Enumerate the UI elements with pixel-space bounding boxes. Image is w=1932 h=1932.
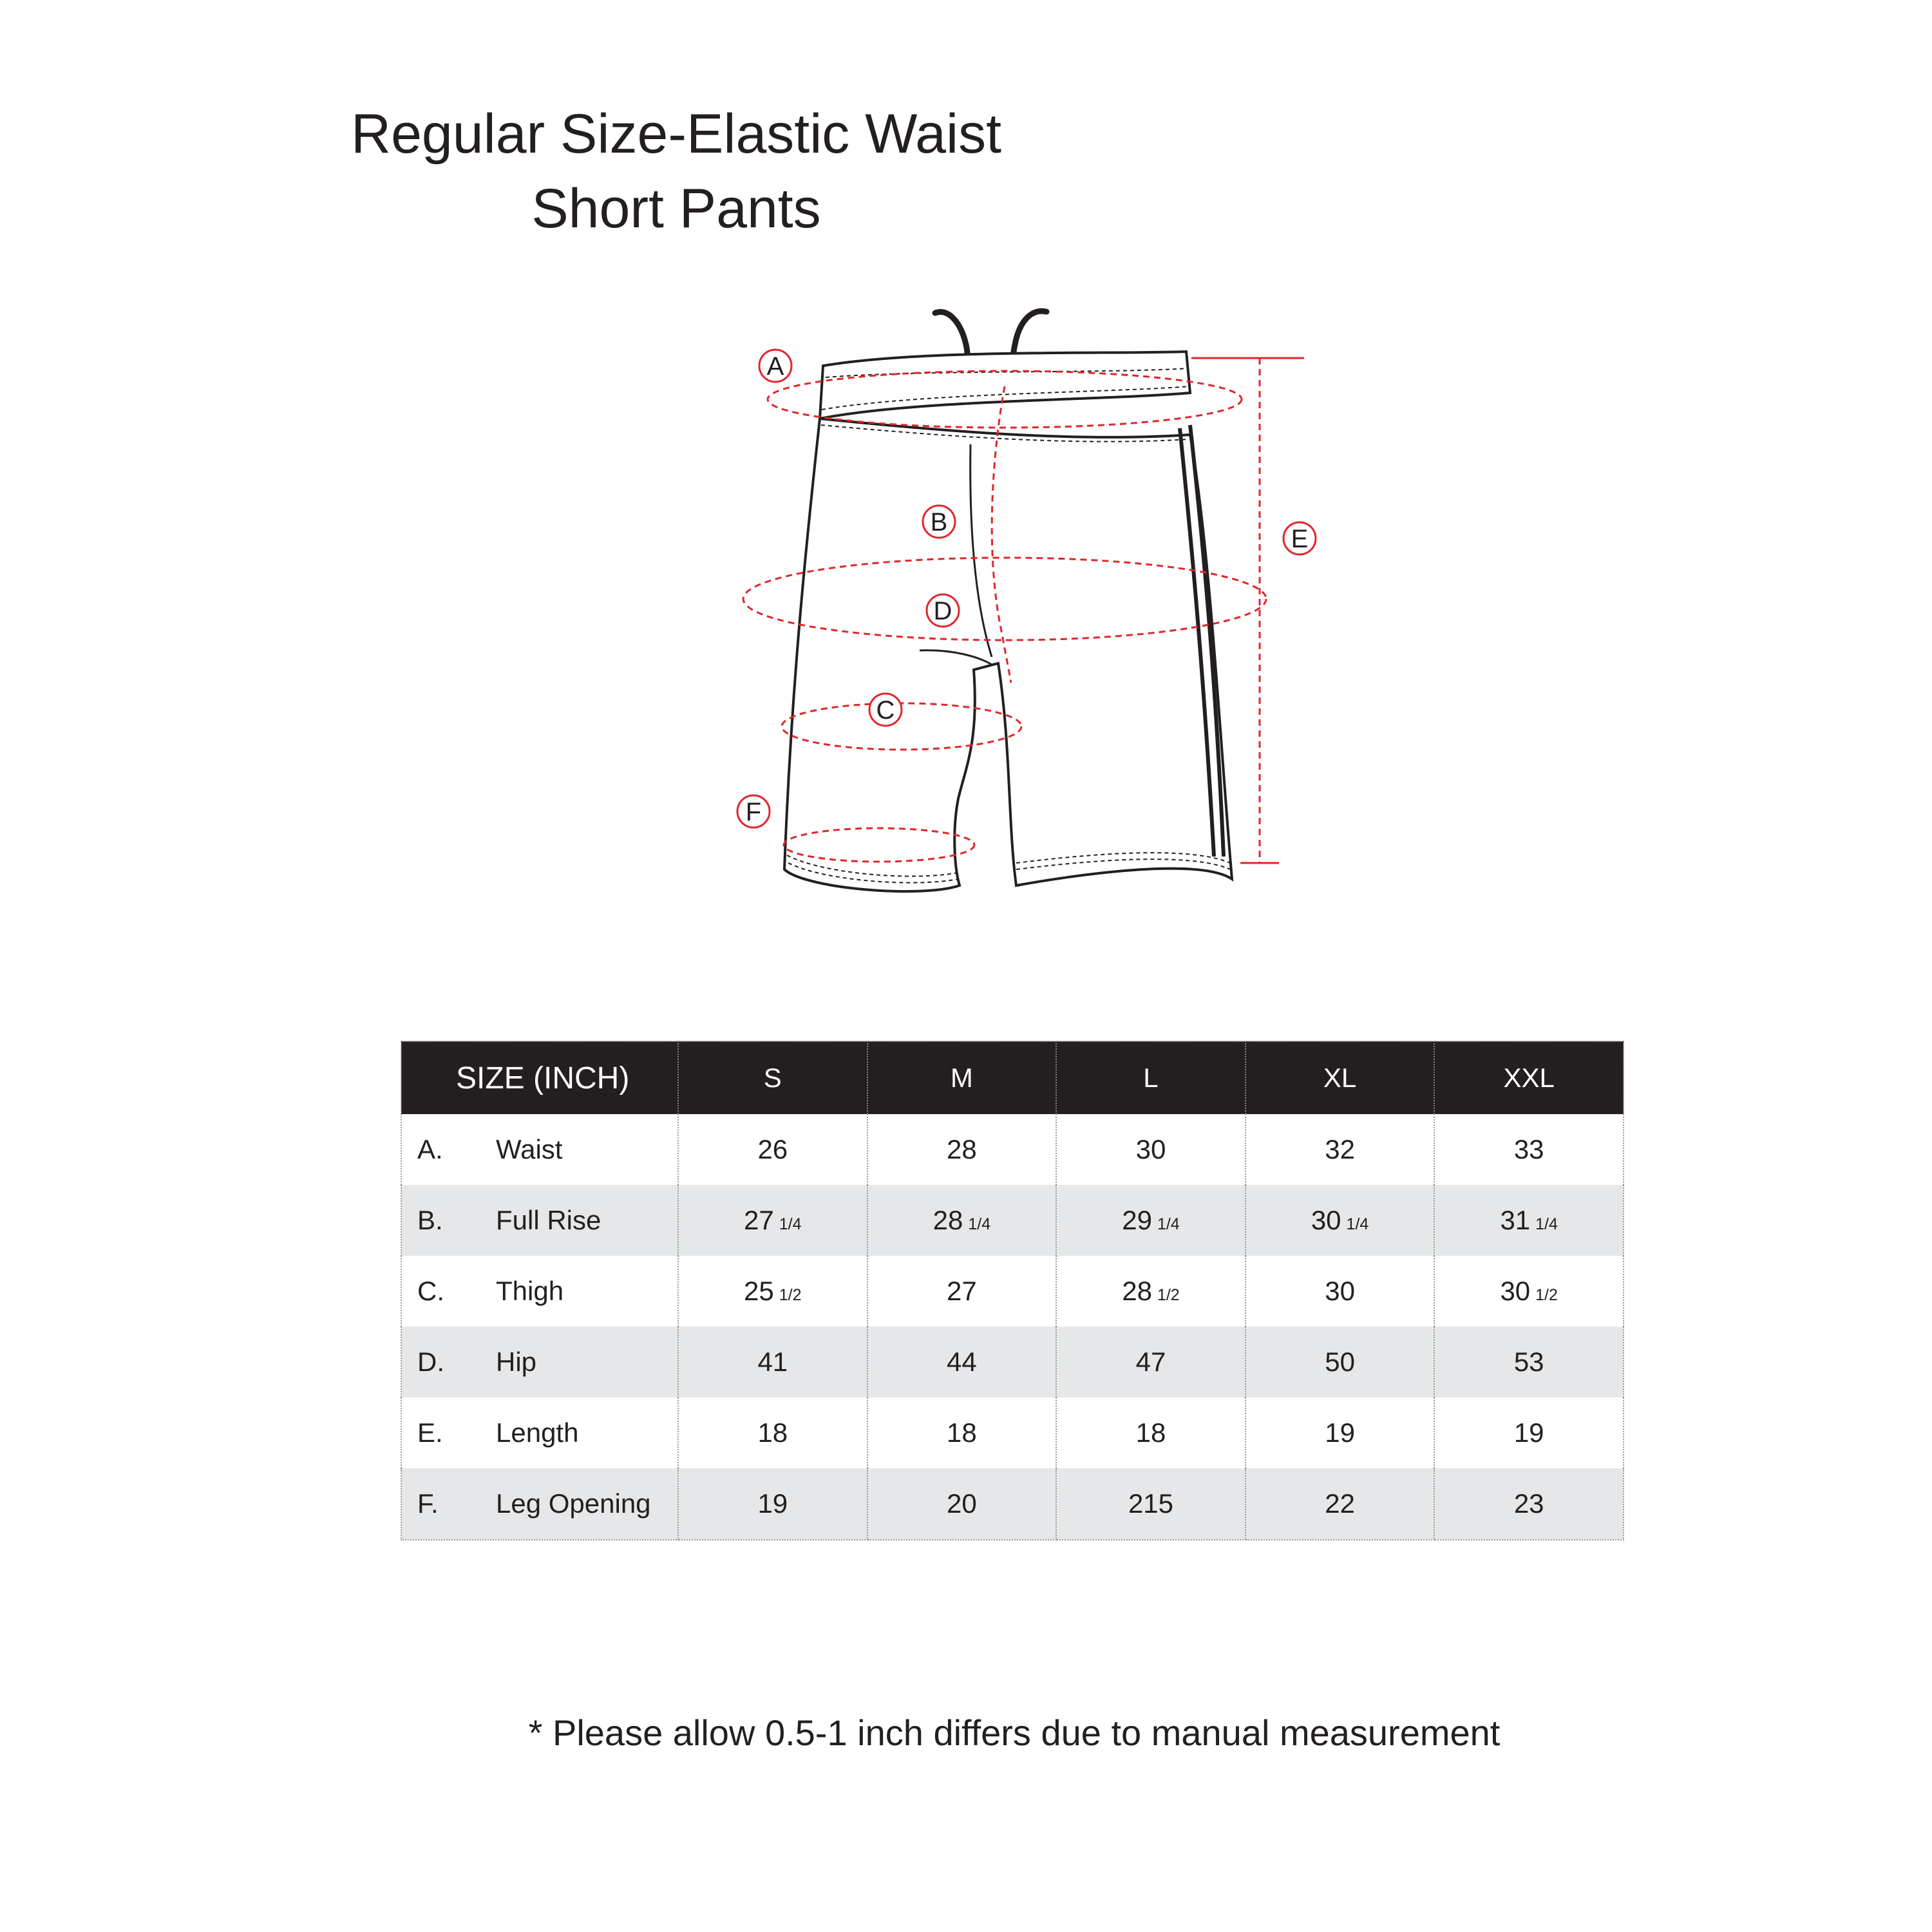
measurement-value-cell — [1434, 1114, 1624, 1185]
side-stripe — [1180, 425, 1224, 857]
measurement-value-cell — [1245, 1114, 1435, 1185]
value-whole: 28 — [947, 1134, 977, 1164]
measurement-value-cell — [1434, 1256, 1624, 1327]
measurement-value-cell — [678, 1256, 867, 1327]
value-whole: 19 — [757, 1488, 788, 1519]
shorts-outline — [784, 419, 1232, 891]
measurement-value-cell — [1434, 1185, 1624, 1256]
value-whole: 33 — [1513, 1134, 1544, 1164]
measurement-value-cell — [867, 1256, 1057, 1327]
measurement-value-cell — [1056, 1468, 1245, 1540]
size-header-l: L — [1056, 1041, 1245, 1114]
value-whole: 18 — [947, 1417, 977, 1448]
hem-stitch-right — [1016, 853, 1231, 869]
value-whole: 18 — [1135, 1417, 1166, 1448]
label-b: B — [930, 508, 948, 536]
value-whole: 18 — [757, 1417, 788, 1448]
measurement-name: Thigh — [496, 1276, 564, 1306]
measurement-footnote: * Please allow 0.5-1 inch differs due to manual measurement — [528, 1712, 1501, 1753]
title-line-1: Regular Size-Elastic Waist — [351, 103, 1001, 165]
label-f: F — [745, 798, 762, 826]
table-row — [401, 1468, 1624, 1540]
measurement-value-cell — [1434, 1327, 1624, 1397]
table-body — [401, 1114, 1624, 1540]
value-whole: 26 — [757, 1134, 788, 1164]
measurement-name: Waist — [496, 1134, 563, 1164]
value-whole: 41 — [757, 1347, 788, 1377]
measurement-value-cell — [1434, 1397, 1624, 1468]
value-whole: 29 — [1122, 1205, 1152, 1235]
shorts-illustration — [708, 296, 1352, 908]
size-chart-table — [401, 1041, 1624, 1540]
measurement-label-cell — [401, 1327, 678, 1397]
measurement-label-cell — [401, 1185, 678, 1256]
value-fraction: 1/4 — [779, 1215, 802, 1233]
measurement-name: Hip — [496, 1347, 537, 1377]
value-whole: 30 — [1135, 1134, 1166, 1164]
value-fraction: 1/2 — [1157, 1286, 1180, 1304]
value-whole: 22 — [1325, 1488, 1355, 1519]
measurement-label-cell — [401, 1397, 678, 1468]
size-header-xl: XL — [1245, 1041, 1435, 1114]
label-d: D — [933, 597, 952, 625]
table-row — [401, 1114, 1624, 1185]
value-whole: 28 — [1122, 1276, 1152, 1306]
value-whole: 19 — [1513, 1417, 1544, 1448]
value-whole: 30 — [1311, 1205, 1341, 1235]
measurement-value-cell — [867, 1397, 1057, 1468]
measurement-value-cell — [678, 1185, 867, 1256]
value-whole: 28 — [933, 1205, 963, 1235]
size-header-s: S — [678, 1041, 867, 1114]
measurement-value-cell — [867, 1468, 1057, 1540]
value-whole: 23 — [1513, 1488, 1544, 1519]
value-whole: 20 — [947, 1488, 977, 1519]
measurement-value-cell — [678, 1114, 867, 1185]
measurement-value-cell — [1056, 1256, 1245, 1327]
size-inch-header: SIZE (INCH) — [401, 1041, 678, 1114]
measurement-value-cell — [678, 1397, 867, 1468]
measurement-value-cell — [678, 1327, 867, 1397]
label-c: C — [876, 696, 895, 724]
label-d-marker — [927, 594, 959, 627]
value-whole: 30 — [1500, 1276, 1531, 1306]
measurement-value-cell — [867, 1327, 1057, 1397]
hip-measure-guide — [743, 558, 1266, 640]
leg-opening-measure-guide — [784, 828, 974, 862]
measurement-value-cell — [1245, 1397, 1435, 1468]
table-row — [401, 1397, 1624, 1468]
shorts-measurement-diagram — [708, 296, 1352, 908]
label-a-marker — [759, 350, 791, 382]
value-whole: 50 — [1325, 1347, 1355, 1377]
fly-seam — [971, 444, 992, 657]
value-fraction: 1/2 — [1535, 1286, 1558, 1304]
measurement-letter: E. — [417, 1417, 443, 1448]
value-fraction: 1/4 — [1346, 1215, 1369, 1233]
measurement-name: Length — [496, 1417, 579, 1448]
title-line-2: Short Pants — [531, 178, 821, 240]
label-c-marker — [869, 694, 902, 726]
page-title — [0, 97, 1352, 246]
size-header-m: M — [867, 1041, 1057, 1114]
value-whole: 32 — [1325, 1134, 1355, 1164]
value-whole: 44 — [947, 1347, 977, 1377]
measurement-value-cell — [1056, 1397, 1245, 1468]
rise-measure-guide — [992, 386, 1011, 683]
measurement-letter: D. — [417, 1347, 444, 1377]
measurement-value-cell — [1245, 1185, 1435, 1256]
measurement-value-cell — [867, 1114, 1057, 1185]
value-whole: 53 — [1513, 1347, 1544, 1377]
label-b-marker — [923, 506, 955, 538]
value-fraction: 1/2 — [779, 1286, 802, 1304]
waistband — [820, 352, 1190, 419]
measurement-value-cell — [1434, 1468, 1624, 1540]
table-row — [401, 1185, 1624, 1256]
table-header-row — [401, 1041, 1624, 1114]
table-row — [401, 1327, 1624, 1397]
value-fraction: 1/4 — [1157, 1215, 1180, 1233]
measurement-letter: B. — [417, 1205, 443, 1235]
crotch-curve — [920, 650, 992, 665]
label-f-marker — [737, 795, 770, 828]
value-fraction: 1/4 — [1535, 1215, 1558, 1233]
measurement-label-cell — [401, 1114, 678, 1185]
value-whole: 31 — [1500, 1205, 1531, 1235]
measurement-value-cell — [1056, 1114, 1245, 1185]
measurement-label-cell — [401, 1468, 678, 1540]
measurement-value-cell — [1056, 1185, 1245, 1256]
label-a: A — [766, 352, 784, 381]
label-e: E — [1291, 525, 1309, 553]
value-fraction: 1/4 — [968, 1215, 991, 1233]
measurement-name: Leg Opening — [496, 1488, 651, 1519]
measurement-letter: F. — [417, 1488, 439, 1519]
value-whole: 27 — [744, 1205, 774, 1235]
value-whole: 215 — [1128, 1488, 1174, 1519]
table-row — [401, 1256, 1624, 1327]
size-header-xxl: XXL — [1434, 1041, 1624, 1114]
value-whole: 25 — [744, 1276, 774, 1306]
value-whole: 19 — [1325, 1417, 1355, 1448]
measurement-value-cell — [678, 1468, 867, 1540]
value-whole: 27 — [947, 1276, 977, 1306]
measurement-value-cell — [867, 1185, 1057, 1256]
label-e-marker — [1283, 522, 1316, 554]
value-whole: 30 — [1325, 1276, 1355, 1306]
measurement-value-cell — [1245, 1256, 1435, 1327]
measurement-value-cell — [1056, 1327, 1245, 1397]
measurement-letter: C. — [417, 1276, 444, 1306]
measurement-letter: A. — [417, 1134, 443, 1164]
measurement-name: Full Rise — [496, 1205, 601, 1235]
measurement-value-cell — [1245, 1468, 1435, 1540]
measurement-label-cell — [401, 1256, 678, 1327]
measurement-value-cell — [1245, 1327, 1435, 1397]
value-whole: 47 — [1135, 1347, 1166, 1377]
